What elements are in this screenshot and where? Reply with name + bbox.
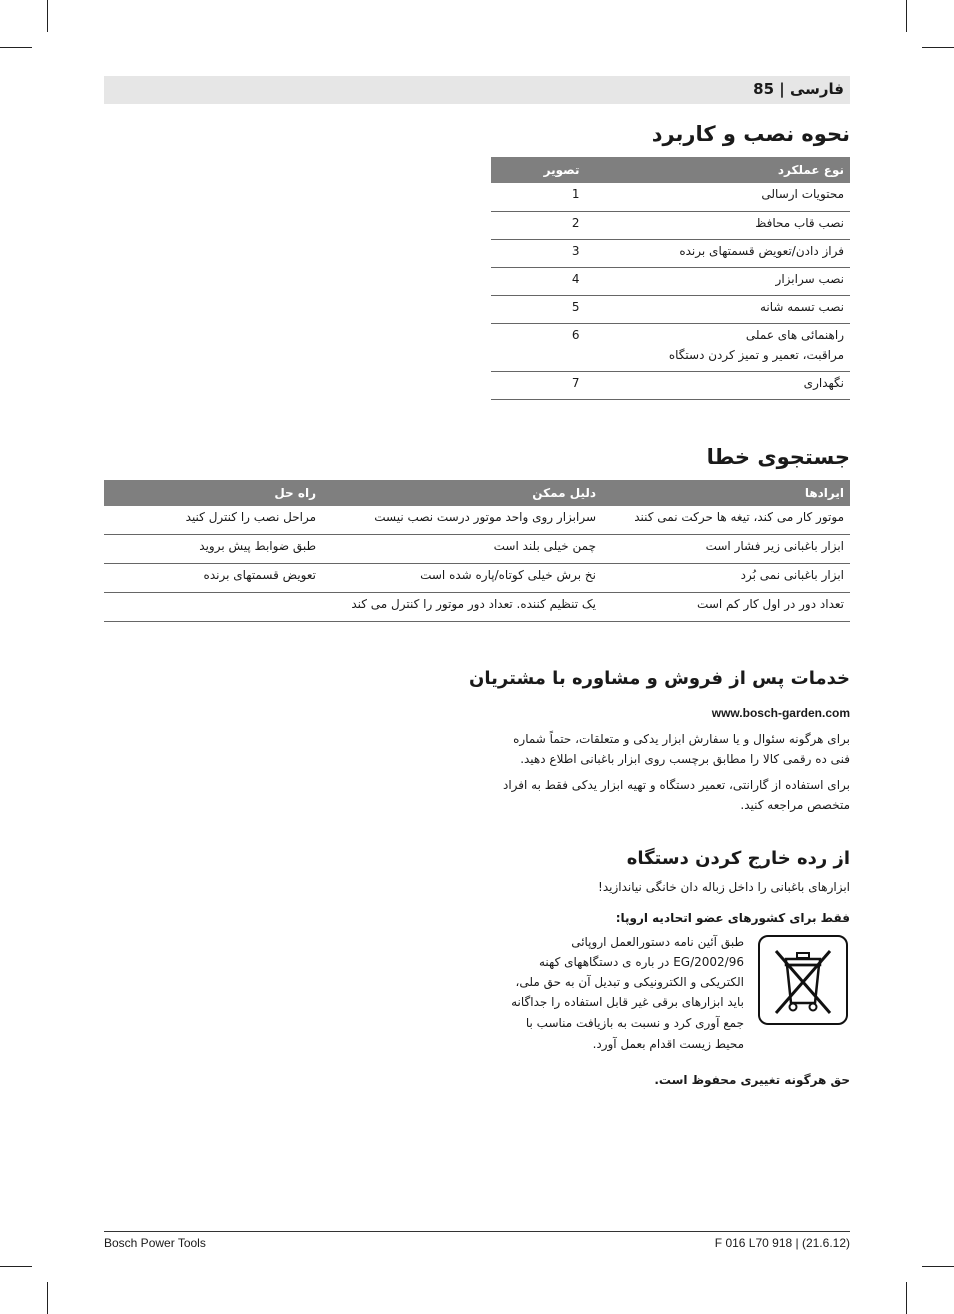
service-paragraph-line: برای استفاده از گارانتی، تعمیر دستگاه و تهیه ابزار یدکی فقط به افراد — [502, 778, 850, 792]
problem-cell: تعداد دور در اول کار کم است — [602, 593, 850, 622]
table-row — [491, 371, 850, 399]
col-header-cause: دلیل ممکن — [322, 480, 602, 506]
table-row — [491, 295, 850, 323]
cause-cell: چمن خیلی بلند است — [322, 535, 602, 564]
service-paragraph-line: برای هرگونه سئوال و یا سفارش ابزار یدکی و متعلقات، حتماً شماره — [513, 732, 850, 746]
table-row — [491, 323, 850, 371]
troubleshooting-title: جستجوی خطا — [706, 445, 850, 469]
figure-cell: 3 — [491, 239, 586, 267]
solution-cell: مراحل نصب را کنترل کنید — [104, 506, 322, 535]
figure-cell: 6 — [491, 323, 586, 371]
cause-cell: یک تنظیم کننده. تعداد دور موتور را کنترل می کند — [104, 593, 602, 622]
eu-text-line: جمع آوری کرد و نسبت به بازیافت مناسب با — [525, 1016, 744, 1030]
eu-text-line: باید ابزارهای برقی غیر قابل استفاده را جداگانه — [511, 995, 744, 1009]
crossed-out-wheelie-bin-icon — [758, 935, 848, 1025]
col-header-action: نوع عملکرد — [586, 157, 851, 183]
rights-note: حق هرگونه تغییری محفوظ است. — [654, 1073, 850, 1087]
figure-cell: 2 — [491, 211, 586, 239]
table-row — [104, 535, 850, 564]
footer-brand: Bosch Power Tools — [104, 1236, 206, 1250]
eu-text-line: طبق آئین نامه دستورالعمل اروپائی — [571, 935, 744, 949]
table-row — [491, 239, 850, 267]
action-line: راهنمائی های عملی — [745, 327, 844, 342]
troubleshooting-table — [104, 480, 850, 622]
eu-text-line: الکتریکی و الکترونیکی و تبدیل آن به حق ملی، — [515, 975, 744, 989]
crop-mark — [906, 0, 907, 32]
table-row — [491, 267, 850, 295]
disposal-intro: ابزارهای باغبانی را داخل زباله دان خانگی نیاندازید! — [598, 880, 850, 894]
page-label: فارسی | 85 — [753, 80, 844, 98]
col-header-solution: راه حل — [104, 480, 322, 506]
crop-mark — [47, 0, 48, 32]
crop-mark — [47, 1282, 48, 1314]
table-row — [104, 593, 850, 622]
figure-cell: 5 — [491, 295, 586, 323]
action-cell: نصب قاب محافظ — [586, 211, 851, 239]
solution-cell: طبق ضوابط پیش بروید — [104, 535, 322, 564]
eu-text-line: 2002/96/EG در باره ی دستگاههای کهنه — [539, 955, 744, 969]
disposal-title: از رده خارج کردن دستگاه — [626, 848, 850, 869]
action-line: مراقبت، تعمیر و تمیز کردن دستگاه — [668, 347, 844, 362]
crop-mark — [922, 1266, 954, 1267]
action-cell: نگهداری — [586, 371, 851, 399]
col-header-problem: ایرادها — [602, 480, 850, 506]
service-paragraph-line: متخصص مراجعه کنید. — [740, 798, 850, 812]
figure-cell: 7 — [491, 371, 586, 399]
crop-mark — [0, 1266, 32, 1267]
eu-text-line: محیط زیست اقدام بعمل آورد. — [592, 1037, 744, 1051]
action-cell: نصب تسمه شانه — [586, 295, 851, 323]
crop-mark — [0, 47, 32, 48]
website-link[interactable]: www.bosch-garden.com — [711, 706, 850, 720]
solution-cell: تعویض قسمتهای برنده — [104, 564, 322, 593]
service-paragraph-line: فنی ده رقمی کالا را مطابق برچسب روی ابزار باغبانی اطلاع دهید. — [520, 752, 850, 766]
page-header — [104, 76, 850, 104]
footer-divider — [104, 1231, 850, 1232]
table-row — [104, 506, 850, 535]
crop-mark — [922, 47, 954, 48]
service-title: خدمات پس از فروش و مشاوره با مشتریان — [469, 668, 850, 689]
problem-cell: ابزار باغبانی نمی بُرد — [602, 564, 850, 593]
table-row — [491, 183, 850, 211]
eu-heading: فقط برای کشورهای عضو اتحادیه اروپا: — [615, 911, 850, 925]
cause-cell: نخ برش خیلی کوتاه/پاره شده است — [322, 564, 602, 593]
table-row — [104, 564, 850, 593]
action-cell: نصب سرابزار — [586, 267, 851, 295]
figure-cell: 1 — [491, 183, 586, 211]
action-cell: فراز دادن/تعویض قسمتهای برنده — [586, 239, 851, 267]
crop-mark — [906, 1282, 907, 1314]
assembly-table — [491, 157, 850, 400]
assembly-title: نحوه نصب و کاربرد — [651, 122, 850, 146]
figure-cell: 4 — [491, 267, 586, 295]
action-cell — [586, 323, 851, 371]
action-cell: محتویات ارسالی — [586, 183, 851, 211]
col-header-figure: تصویر — [491, 157, 586, 183]
table-row — [491, 211, 850, 239]
problem-cell: ابزار باغبانی زیر فشار است — [602, 535, 850, 564]
cause-cell: سرابزار روی واحد موتور درست نصب نیست — [322, 506, 602, 535]
footer-doc-id: F 016 L70 918 | (21.6.12) — [714, 1236, 850, 1250]
problem-cell: موتور کار می کند، تیغه ها حرکت نمی کنند — [602, 506, 850, 535]
